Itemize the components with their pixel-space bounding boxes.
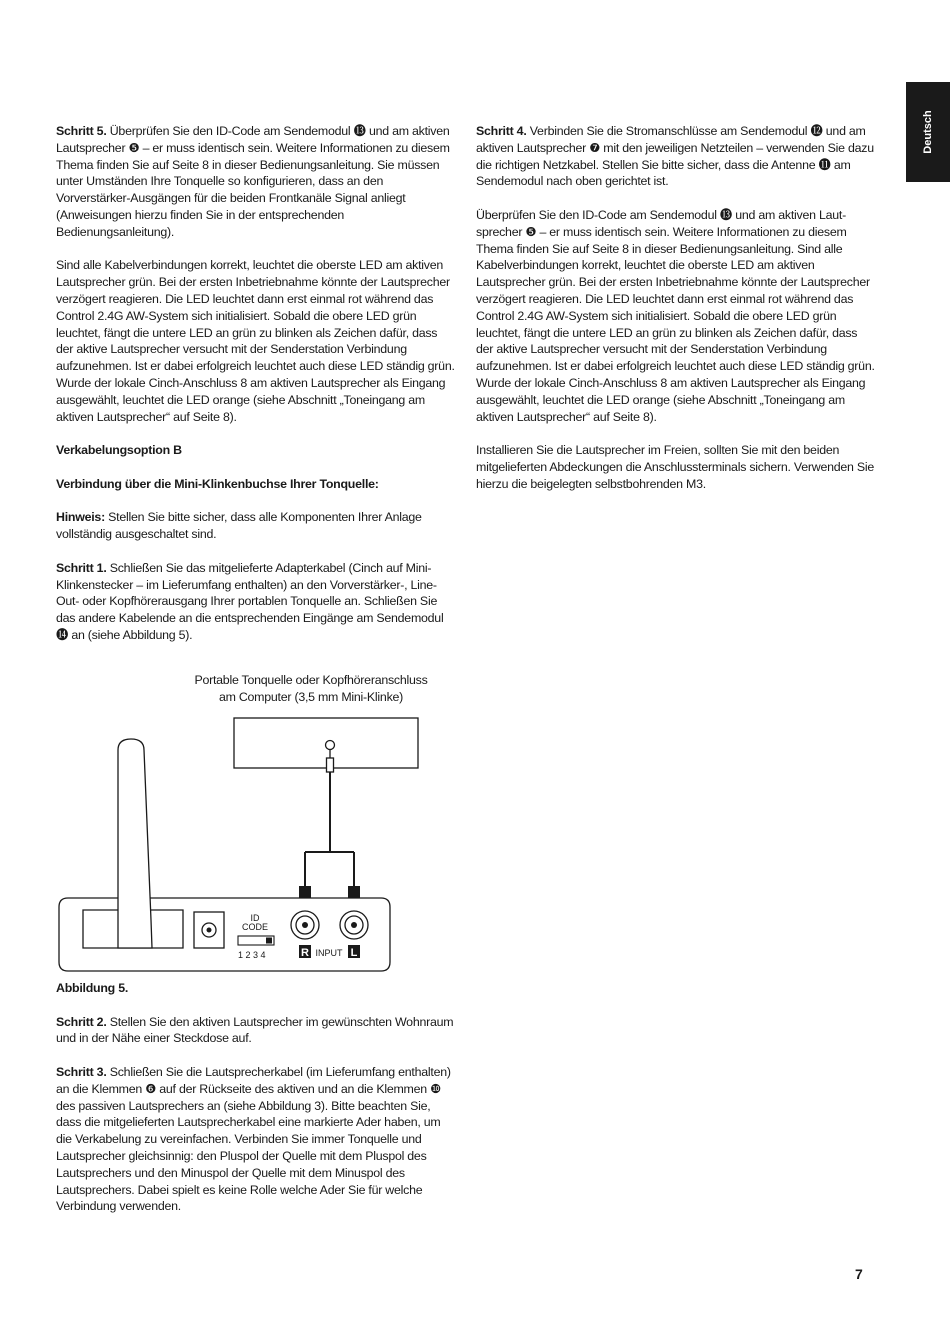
led-status-text: Sind alle Kabelverbindungen korrekt, leuchtet die oberste LED am aktiven Lautsprecher grün. Bei der ersten Inbetriebnahme könnte der Lautsprecher verzögert reagieren. Die LED leuchtet dann erst einmal rot während das Control 2.4G AW-System sich initialisiert. Sobald die obere LED grün leuchtet, fängt die untere LED an grün zu blinken als Zeichen dafür, dass der aktive Lautsprecher versucht mit der Senderstation Verbindung aufzunehmen. Ist er dabei erfolgreich leuchtet auch diese LED ständig grün. Wurde der lokale Cinch-Anschluss 8 am aktiven Lautsprecher als Eingang ausgewählt, leuchtet die LED orange (siehe Abschnitt „Toneingang am aktiven Lautsprecher“ auf Seite 8). xyxy=(56,258,455,424)
input-label: INPUT xyxy=(315,948,343,958)
right-column xyxy=(476,123,876,509)
paragraph-step1 xyxy=(56,560,456,644)
step2-heading: Schritt 2. xyxy=(56,1014,107,1029)
language-tab-label: Deutsch xyxy=(922,110,934,154)
hint-text: Stellen Sie bitte sicher, dass alle Komponenten Ihrer Anlage vollständig ausgeschaltet sind. xyxy=(56,510,422,542)
id-label: ID xyxy=(250,913,260,923)
mini-jack-title: Verbindung über die Mini-Klinkenbuchse Ihrer Tonquelle: xyxy=(56,476,379,491)
check-id-text: Überprüfen Sie den ID-Code am Sendemodul ⓭ und am aktiven Lautsprecher ❺ – er muss identisch sein. Weitere Informationen zu diesem Thema finden Sie auf Seite 8 in dieser Bedienungsanleitung. Sind alle Kabelverbindungen korrekt, leuchtet die oberste LED am aktiven Lautsprecher grün. Bei der ersten Inbetriebnahme könnte der Lautsprecher verzögert reagieren. Die LED leuchtet dann erst einmal rot während das Control 2.4G AW-System sich initialisiert. Sobald die obere LED grün leuchtet, fängt die untere LED an grün zu blinken als Zeichen dafür, dass der aktive Lautsprecher versucht mit der Senderstation Verbindung aufzunehmen. Ist er dabei erfolgreich leuchtet auch diese LED ständig grün. Wurde der lokale Cinch-Anschluss 8 am aktiven Lautsprecher als Eingang ausgewählt, leuchtet die LED orange (siehe Abschnitt „Toneingang am aktiven Lautsprecher“ auf Seite 8). xyxy=(476,207,875,424)
paragraph-step4 xyxy=(476,123,876,190)
input-r-label: R xyxy=(301,947,309,959)
mini-jack-socket xyxy=(326,741,335,750)
mini-jack-plug xyxy=(327,758,334,772)
option-b-title: Verkabelungsoption B xyxy=(56,443,182,458)
paragraph-step2 xyxy=(56,1014,456,1048)
paragraph-step3 xyxy=(56,1064,456,1215)
step5-text: Überprüfen Sie den ID-Code am Sendemodul ⓭ und am aktiven Lautsprecher ❺ – er muss identisch sein. Weitere Informationen zu diesem Thema finden Sie auf Seite 8 in dieser Bedienungsanleitung. Sie müssen unter Umständen Ihre Tonquelle so konfigurieren, dass an den Vorverstärker-Ausgängen für die beiden Frontkanäle Signal anliegt (Anweisungen hierzu finden Sie in der entsprechenden Bedienungsanleitung). xyxy=(56,124,450,239)
step1-heading: Schritt 1. xyxy=(56,560,107,575)
page-number: 7 xyxy=(855,1266,863,1282)
paragraph-install xyxy=(476,442,876,492)
switch-numbers: 1 2 3 4 xyxy=(238,950,266,960)
step5-heading: Schritt 5. xyxy=(56,124,107,138)
step4-heading: Schritt 4. xyxy=(476,124,527,138)
left-column-lower xyxy=(56,980,456,1232)
heading-option-b xyxy=(56,442,456,459)
step2-text: Stellen Sie den aktiven Lautsprecher im gewünschten Wohnraum und in der Nähe einer Steckdose auf. xyxy=(56,1014,454,1046)
connection-diagram xyxy=(56,672,456,982)
figure-label: Abbildung 5. xyxy=(56,981,129,995)
paragraph-step5 xyxy=(56,123,456,241)
step1-text: Schließen Sie das mitgelieferte Adapterkabel (Cinch auf Mini-Klinkenstecker – im Lieferumfang enthalten) an den Vorverstärker-, Line-Out- oder Kopfhörerausgang Ihrer portablen Tonquelle an. Schließen Sie das andere Kabelende an die entsprechenden Eingänge am Sendemodul ⓮ an (siehe Abbildung 5). xyxy=(56,560,444,642)
antenna xyxy=(118,739,152,948)
paragraph-hint xyxy=(56,509,456,543)
figure-5-diagram xyxy=(56,672,456,982)
paragraph-led-status xyxy=(56,257,456,425)
heading-mini-jack xyxy=(56,476,456,493)
left-column xyxy=(56,123,456,661)
figure-caption-line1: Portable Tonquelle oder Kopfhöreranschluss xyxy=(194,673,428,687)
step3-heading: Schritt 3. xyxy=(56,1064,107,1079)
input-l-label: L xyxy=(350,947,358,959)
figure-label-paragraph xyxy=(56,980,456,997)
hint-label: Hinweis: xyxy=(56,510,105,525)
language-tab xyxy=(906,82,950,182)
install-text: Installieren Sie die Lautsprecher im Freien, sollten Sie mit den beiden mitgelieferten Abdeckungen die Anschlussterminals sichern. Verwenden Sie hierzu die beigelegten selbstbohrenden M3. xyxy=(476,443,875,491)
figure-caption-line2: am Computer (3,5 mm Mini-Klinke) xyxy=(218,690,404,704)
code-label: CODE xyxy=(241,922,269,932)
step4-text: Verbinden Sie die Stromanschlüsse am Sendemodul ⓬ und am aktiven Lautsprecher ❼ mit den jeweiligen Netzteilen – verwenden Sie dazu die richtigen Netzkabel. Stellen Sie bitte sicher, dass die Antenne ⓫ am Sendemodul nach oben gerichtet ist. xyxy=(476,124,874,189)
paragraph-check-id xyxy=(476,207,876,425)
step3-text: Schließen Sie die Lautsprecherkabel (im Lieferumfang enthalten) an die Klemmen ❻ auf der Rückseite des aktiven und an die Klemmen ❿ des passiven Lautsprechers an (siehe Abbildung 3). Bitte beachten Sie, dass die mitgelieferten Lautsprecherkabel eine markierte Ader haben, um die Verkabelung zu vereinfachen. Verbinden Sie immer Tonquelle und Lautsprecher gleichsinnig: den Pluspol der Quelle mit dem Pluspol des Lautsprechers und den Minuspol der Quelle mit dem Minuspol des Lautsprechers. Dabei spielt es keine Rolle welche Ader Sie für welche Verbindung verwenden. xyxy=(56,1064,451,1214)
